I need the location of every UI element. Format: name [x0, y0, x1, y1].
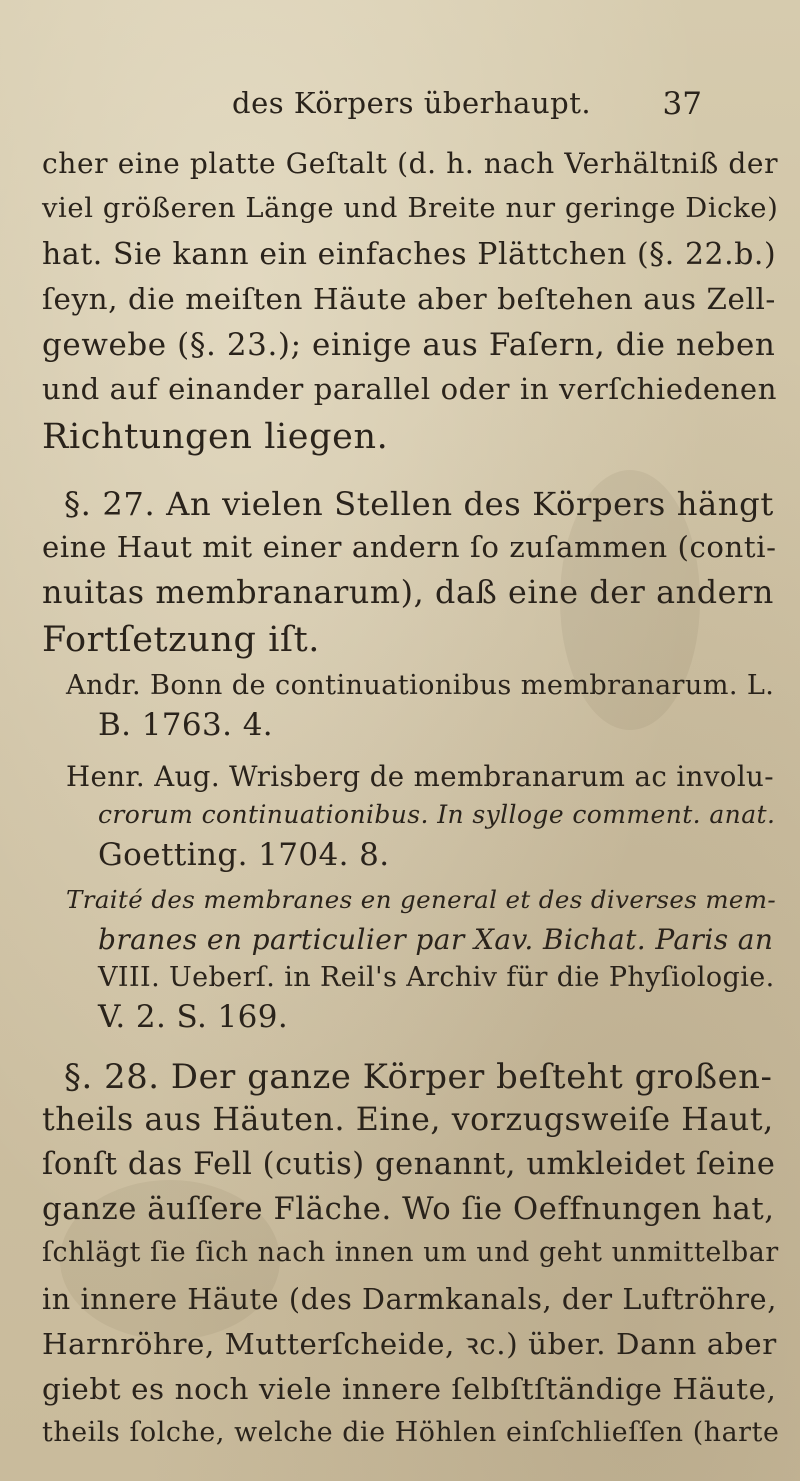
- reference-line: V. 2. S. 169.: [98, 999, 289, 1036]
- text-line: ſchlägt ſie ſich nach innen um und geht unmittelbar: [42, 1236, 779, 1268]
- text-line: in innere Häute (des Darmkanals, der Luftröhre,: [42, 1281, 777, 1316]
- text-line: Richtungen liegen.: [42, 417, 389, 458]
- text-line: ſeyn, die meiſten Häute aber beſtehen aus Zell-: [42, 282, 776, 317]
- text-line: theils aus Häuten. Eine, vorzugsweiſe Haut,: [42, 1101, 774, 1138]
- text-line: gewebe (§. 23.); einige aus Faſern, die neben: [42, 327, 776, 364]
- running-head: [0, 86, 800, 126]
- reference-line: crorum continuationibus. In sylloge comment. anat.: [98, 799, 776, 829]
- reference-line: Andr. Bonn de continuationibus membranarum. L.: [66, 669, 775, 701]
- page-number: 37: [662, 86, 702, 122]
- text-line: theils ſolche, welche die Höhlen einſchlieſſen (harte: [42, 1417, 780, 1448]
- section-heading-line: §. 27. An vielen Stellen des Körpers hängt: [64, 484, 774, 523]
- reference-line: B. 1763. 4.: [98, 706, 274, 743]
- text-line: giebt es noch viele innere ſelbſtſtändige Häute,: [42, 1372, 777, 1406]
- text-line: Fortſetzung iſt.: [42, 620, 320, 660]
- reference-line: Henr. Aug. Wrisberg de membranarum ac involu-: [66, 760, 774, 794]
- text-line: eine Haut mit einer andern ſo zuſammen (conti-: [42, 529, 777, 564]
- text-line: ganze äuſſere Fläche. Wo ſie Oeffnungen hat,: [42, 1191, 775, 1227]
- text-line: nuitas membranarum), daß eine der andern: [42, 575, 774, 611]
- text-line: Harnröhre, Mutterſcheide, ꝛc.) über. Dann aber: [42, 1326, 777, 1361]
- section-heading-line: §. 28. Der ganze Körper beſteht großen-: [64, 1056, 773, 1096]
- text-line: viel größeren Länge und Breite nur geringe Dicke): [42, 193, 779, 224]
- reference-line: branes en particulier par Xav. Bichat. Paris an: [98, 923, 774, 957]
- running-title: des Körpers überhaupt.: [232, 86, 592, 120]
- text-line: ſonſt das Fell (cutis) genannt, umkleidet ſeine: [42, 1146, 776, 1182]
- text-line: und auf einander parallel oder in verſchiedenen: [42, 372, 778, 407]
- reference-line: VIII. Ueberſ. in Reil's Archiv für die Phyſiologie.: [98, 962, 775, 994]
- reference-line: Traité des membranes en general et des diverses mem-: [66, 885, 777, 915]
- text-line: hat. Sie kann ein einfaches Plättchen (§. 22.b.): [42, 237, 777, 273]
- reference-line: Goetting. 1704. 8.: [98, 836, 390, 873]
- text-line: cher eine platte Geſtalt (d. h. nach Verhältniß der: [42, 147, 779, 180]
